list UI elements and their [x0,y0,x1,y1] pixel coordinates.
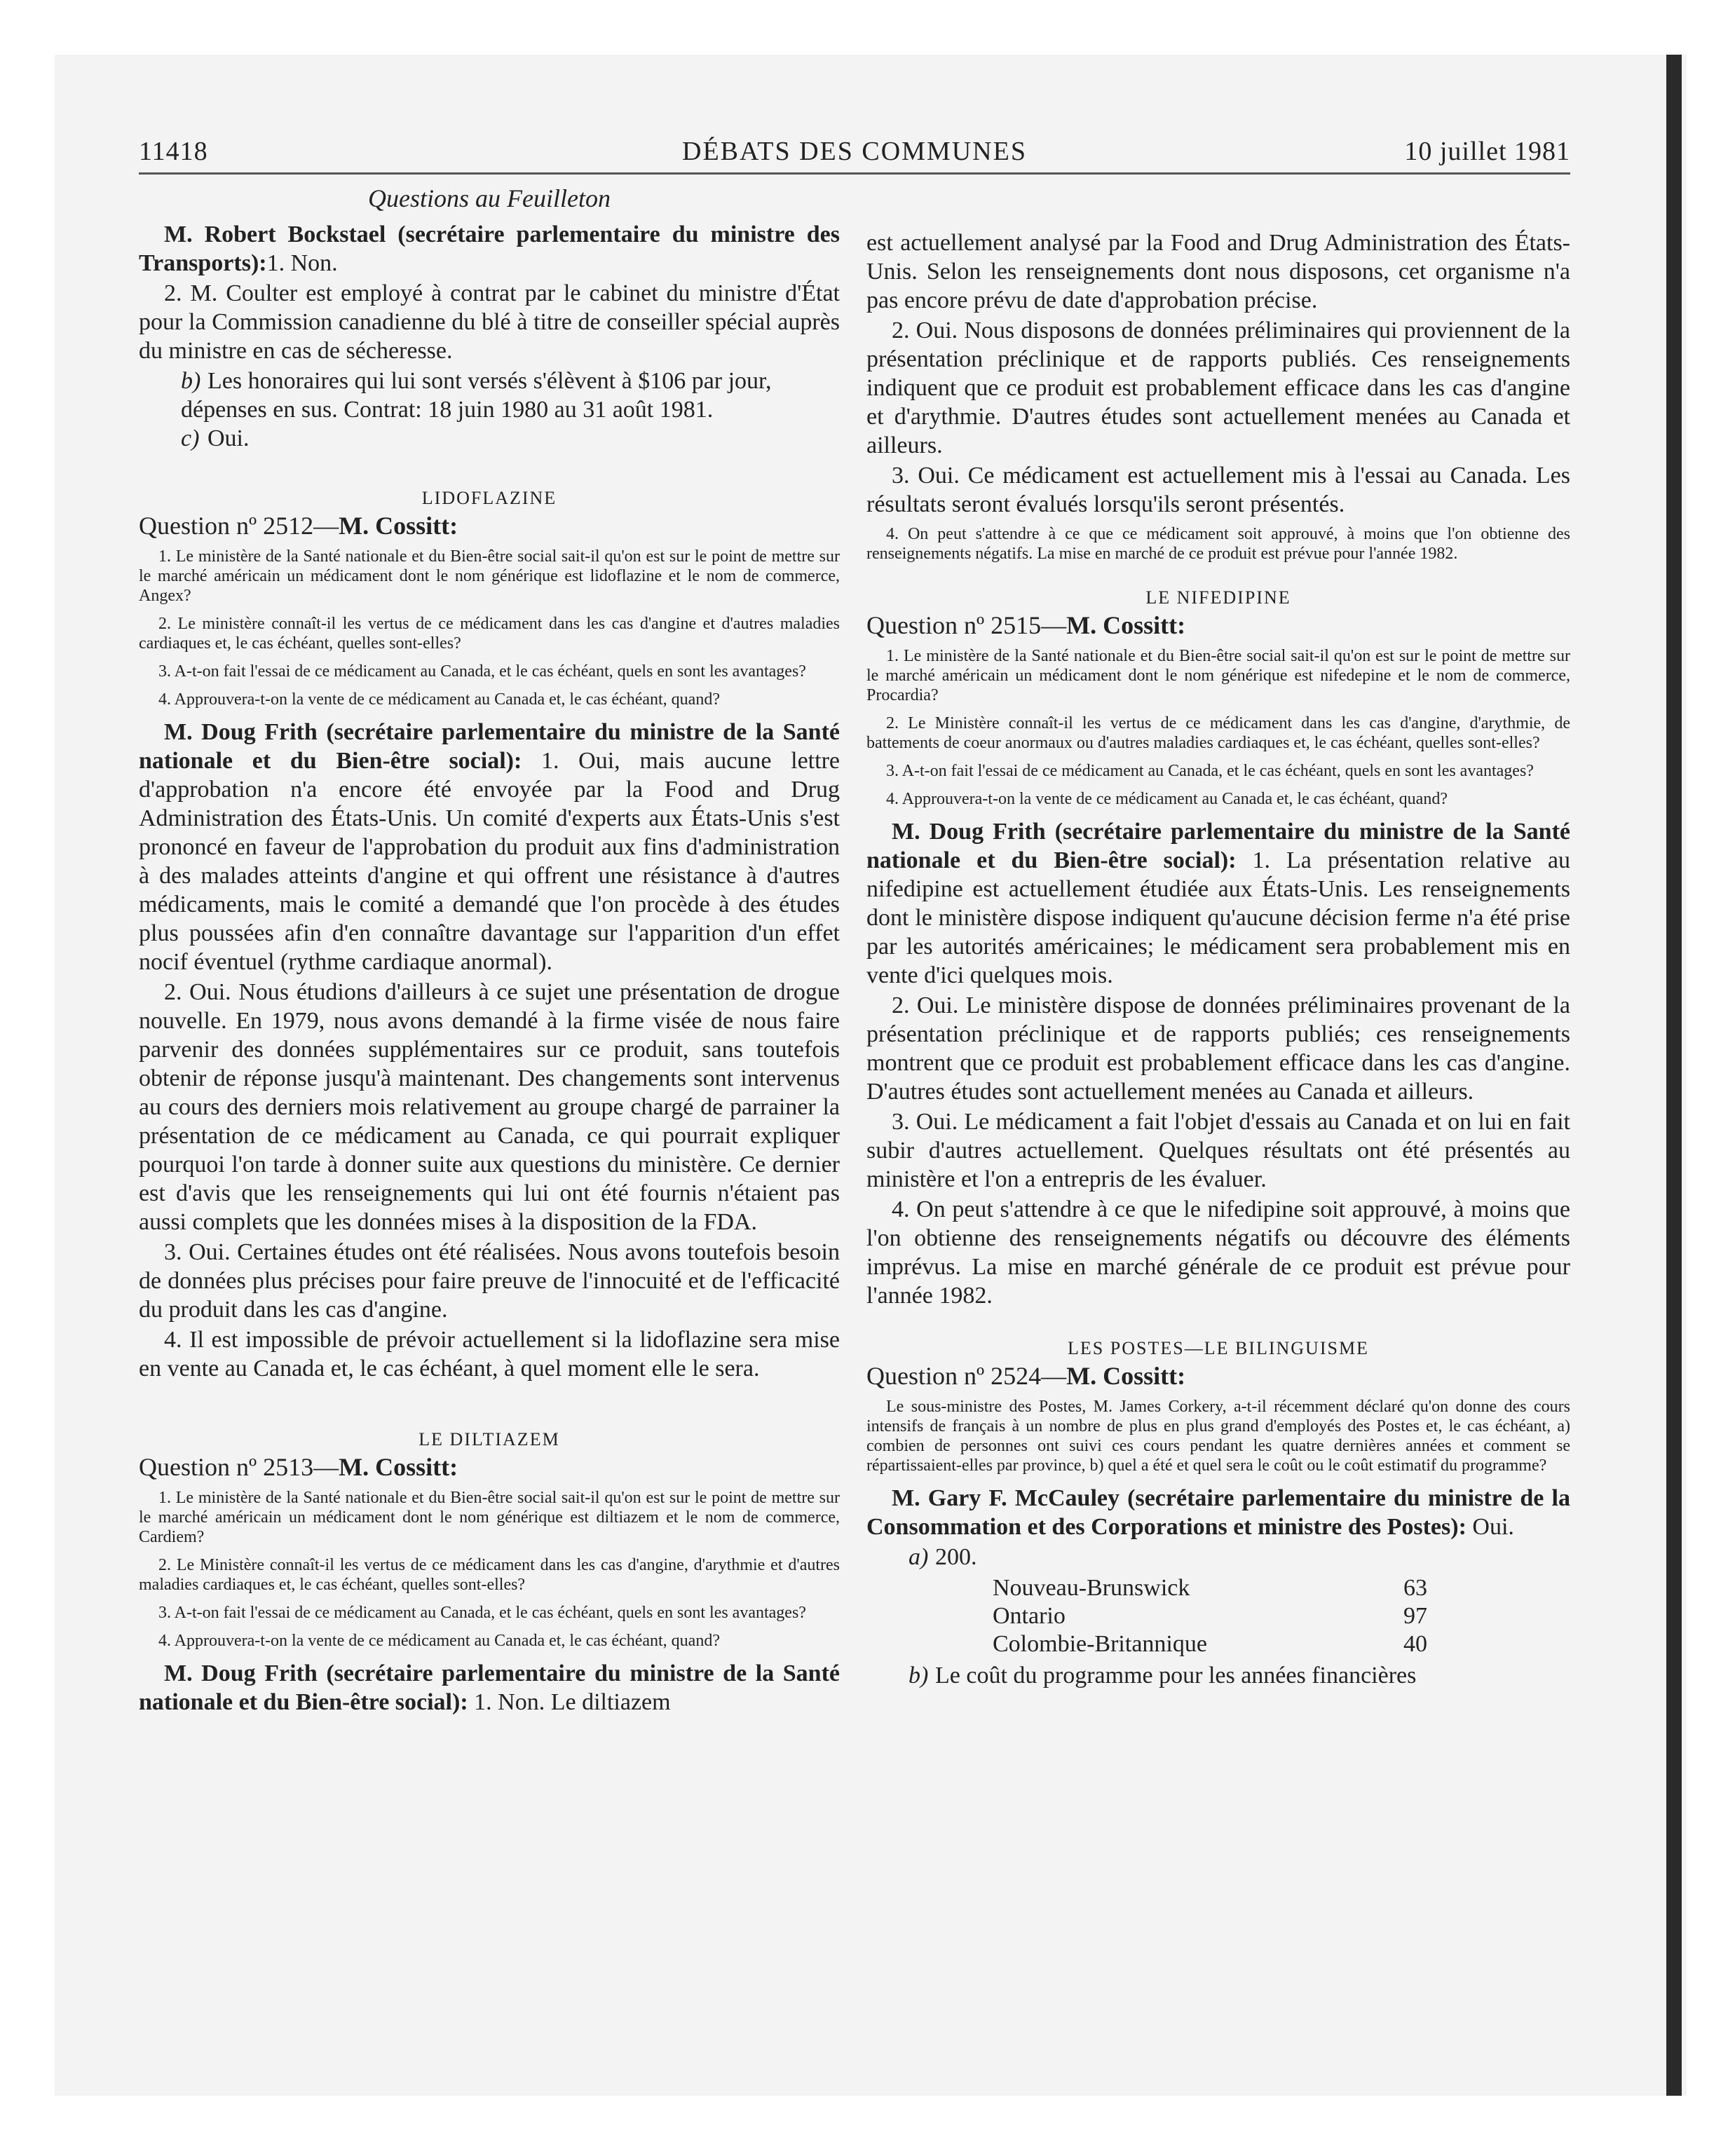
item-label: b) [909,1663,929,1688]
answer-b [181,367,840,424]
answer-sublist [139,367,840,453]
item-label: b) [181,368,201,394]
answer-yes: Oui. [1472,1514,1514,1540]
question-item: 3. A-t-on fait l'essai de ce médicament au Canada, et le cas échéant, quels en sont les avantages? [886,762,1534,780]
frith-answer-diltiazem [139,1659,840,1717]
bockstael-answer [139,220,840,278]
province-name: Nouveau-Brunswick [993,1575,1190,1601]
answer-1: 1. Oui, mais aucune lettre d'approbation n'a encore été envoyée par la Food and Drug Administration des États-Unis. Un comité d'experts aux États-Unis s'est prononcé en faveur de l'approbation du produit aux fins d'administration à des malades atteints d'angine et qui offrent une résistance à d'autres médicaments, mais le comité a demandé que l'on procède à des études plus poussées afin d'en connaître davantage sur l'apparition d'un effet nocif éventuel (rythme cardiaque anormal). [139,748,840,975]
table-row [993,1602,1441,1630]
question-2513-heading [139,1453,840,1481]
question-item: 4. Approuvera-t-on la vente de ce médicament au Canada et, le cas échéant, quand? [158,690,720,709]
item-text: Le coût du programme pour les années financières [935,1663,1417,1688]
province-count: 97 [1403,1603,1427,1629]
question-item: 4. Approuvera-t-on la vente de ce médicament au Canada et, le cas échéant, quand? [886,790,1448,808]
answer-1-continued: est actuellement analysé par la Food and Drug Administration des États-Unis. Selon les renseignements dont nous disposons, cet organisme n'a pas encore prévu de date d'approbation précise. [866,230,1570,313]
province-name: Colombie-Britannique [993,1631,1207,1657]
question-item: 2. Le ministère connaît-il les vertus de ce médicament dans les cas d'angine et d'autres maladies cardiaques et, le cas échéant, quelles sont-elles? [139,615,840,653]
province-count: 40 [1403,1631,1427,1657]
topic-postes-bilinguisme: LES POSTES—LE BILINGUISME [1068,1338,1369,1358]
question-number: Question nº 2513— [139,1453,339,1481]
answer-2: 2. Oui. Nous disposons de données préliminaires qui proviennent de la présentation préclinique et de rapports publiés. Ces renseignements indiquent que ce produit est probablement efficace dans les cas d'angine et d'arythmie. D'autres études sont actuellement menées au Canada et ailleurs. [866,318,1570,458]
answer-sublist [866,1543,1570,1571]
province-count: 63 [1403,1575,1427,1601]
answer-3: 3. Oui. Ce médicament est actuellement mis à l'essai au Canada. Les résultats seront évalués lorsqu'ils seront présentés. [866,463,1570,517]
question-item: 3. A-t-on fait l'essai de ce médicament au Canada, et le cas échéant, quels en sont les avantages? [158,1604,806,1622]
question-item: 4. Approuvera-t-on la vente de ce médicament au Canada et, le cas échéant, quand? [158,1632,720,1650]
speaker-frith: M. Doug Frith (secrétaire parlementaire du ministre de la Santé nationale et du Bien-être social): [139,1660,840,1715]
answer-a [909,1543,1570,1571]
answer-1: 1. Non. [266,250,338,276]
answer-4: 4. On peut s'attendre à ce que le nifedipine soit approuvé, à moins que l'on obtienne des renseignements négatifs ou découvre des éléments imprévus. La mise en marché générale de ce produit est prévue pour l'année 1982. [866,1196,1570,1309]
province-name: Ontario [993,1603,1066,1629]
answer-2: 2. Oui. Nous étudions d'ailleurs à ce sujet une présentation de drogue nouvelle. En 1979, nous avons demandé à la firme visée de nous faire parvenir des données supplémentaires sur ce produit, sans toutefois obtenir de réponse jusqu'à maintenant. Des changements sont intervenus au cours des derniers mois relativement au groupe chargé de parrainer la présentation de ce médicament au Canada, ce qui pourrait expliquer pourquoi l'on tarde à donner suite aux questions du ministère. Ce dernier est d'avis que les renseignements qui lui ont été fournis n'étaient pas aussi complets que les données mises à la disposition de la FDA. [139,979,840,1235]
table-row [993,1574,1441,1602]
binding-edge [1666,55,1682,2096]
answer-sublist [866,1661,1570,1690]
item-text: Oui. [207,425,250,451]
question-author: M. Cossitt: [1066,611,1186,639]
question-item: 2. Le Ministère connaît-il les vertus de ce médicament dans les cas d'angine, d'arythmie, de battements de coeur anormaux ou d'autres maladies cardiaques et, le cas échéant, quelles sont-elles? [866,714,1570,752]
answer-3: 3. Oui. Le médicament a fait l'objet d'essais au Canada et on lui en fait subir d'autres actuellement. Quelques résultats ont été présentés au ministère et l'on a entrepris de les évaluer. [866,1109,1570,1192]
item-label: c) [181,425,200,451]
answer-2: 2. Oui. Le ministère dispose de données préliminaires provenant de la présentation préclinique et de rapports publiés; ces renseignements montrent que ce produit est probablement efficace dans les cas d'angine. D'autres études sont actuellement menées au Canada et ailleurs. [866,992,1570,1105]
question-author: M. Cossitt: [339,512,458,540]
mccauley-answer [866,1484,1570,1541]
question-item: 1. Le ministère de la Santé nationale et du Bien-être social sait-il qu'on est sur le point de mettre sur le marché américain un médicament dont le nom générique est lidoflazine et le nom de commerce, Angex? [139,547,840,605]
answer-3: 3. Oui. Certaines études ont été réalisées. Nous avons toutefois besoin de données plus précises pour faire preuve de l'innocuité et de l'efficacité du produit dans les cas d'angine. [139,1239,840,1323]
speaker-mccauley: M. Gary F. McCauley (secrétaire parlementaire du ministre de la Consommation et des Corporations et ministre des Postes): [866,1485,1570,1540]
question-item: 2. Le Ministère connaît-il les vertus de ce médicament dans les cas d'angine, d'arythmie et d'autres maladies cardiaques et, le cas échéant, quelles sont-elles? [139,1556,840,1594]
topic-lidoflazine: LIDOFLAZINE [421,488,557,508]
answer-1: 1. Non. Le diltiazem [474,1689,671,1715]
item-text: 200. [935,1544,977,1570]
frith-answer-nifedipine [866,817,1570,990]
question-2512-heading [139,512,840,540]
province-table [993,1574,1441,1658]
left-column [139,184,840,1718]
question-item: 1. Le ministère de la Santé nationale et du Bien-être social sait-il qu'on est sur le point de mettre sur le marché américain un médicament dont le nom générique est nifedepine et le nom de commerce, Procardia? [866,647,1570,704]
page-date: 10 juillet 1981 [1404,137,1570,166]
item-label: a) [909,1544,929,1570]
page-header [139,133,1570,175]
question-author: M. Cossitt: [339,1453,458,1481]
speaker-frith: M. Doug Frith (secrétaire parlementaire du ministre de la Santé nationale et du Bien-être social): [139,719,840,774]
question-2524-heading [866,1362,1570,1390]
question-item: Le sous-ministre des Postes, M. James Corkery, a-t-il récemment déclaré qu'on donne des cours intensifs de français à un nombre de plus en plus grand d'employés des Postes et, le cas échéant, a) combien de personnes ont suivi ces cours pendant les quatre dernières années et comment se répartissaient-elles par province, b) quel a été et quel sera le coût ou le coût estimatif du programme? [866,1398,1570,1475]
answer-c [181,424,840,453]
question-item: 3. A-t-on fait l'essai de ce médicament au Canada, et le cas échéant, quels en sont les avantages? [158,662,806,681]
frith-answer-lidoflazine [139,718,840,976]
answer-4: 4. On peut s'attendre à ce que ce médicament soit approuvé, à moins que l'on obtienne des renseignements négatifs. La mise en marché de ce produit est prévue pour l'année 1982. [866,525,1570,563]
publication-title: DÉBATS DES COMMUNES [682,137,1027,166]
page-number: 11418 [139,137,208,166]
topic-diltiazem: LE DILTIAZEM [419,1429,560,1449]
answer-2: 2. M. Coulter est employé à contrat par le cabinet du ministre d'État pour la Commission canadienne du blé à titre de conseiller spécial auprès du ministre en cas de sécheresse. [139,280,840,364]
answer-b [909,1661,1570,1690]
topic-nifedipine: LE NIFEDIPINE [1145,587,1291,608]
question-number: Question nº 2512— [139,512,339,540]
speaker-bockstael: M. Robert Bockstael (secrétaire parlementaire du ministre des Transports): [139,221,840,276]
right-column [866,228,1570,1690]
question-item: 1. Le ministère de la Santé nationale et du Bien-être social sait-il qu'on est sur le point de mettre sur le marché américain un médicament dont le nom générique est diltiazem et le nom de commerce, Cardiem? [139,1489,840,1546]
answer-4: 4. Il est impossible de prévoir actuellement si la lidoflazine sera mise en vente au Canada et, le cas échéant, à quel moment elle le sera. [139,1327,840,1381]
speaker-frith: M. Doug Frith (secrétaire parlementaire du ministre de la Santé nationale et du Bien-être social): [866,819,1570,873]
section-title: Questions au Feuilleton [368,184,611,212]
question-author: M. Cossitt: [1066,1362,1186,1390]
answer-1: 1. La présentation relative au nifedipine est actuellement étudiée aux États-Unis. Les renseignements dont le ministère dispose indiquent qu'aucune décision ferme n'a été prise par les autorités américaines; le médicament sera probablement mis en vente d'ici quelques mois. [866,847,1570,988]
table-row [993,1630,1441,1658]
question-2515-heading [866,611,1570,639]
question-number: Question nº 2524— [866,1362,1067,1390]
item-text: Les honoraires qui lui sont versés s'élèvent à $106 par jour, dépenses en sus. Contrat: 18 juin 1980 au 31 août 1981. [181,368,772,423]
question-number: Question nº 2515— [866,611,1067,639]
